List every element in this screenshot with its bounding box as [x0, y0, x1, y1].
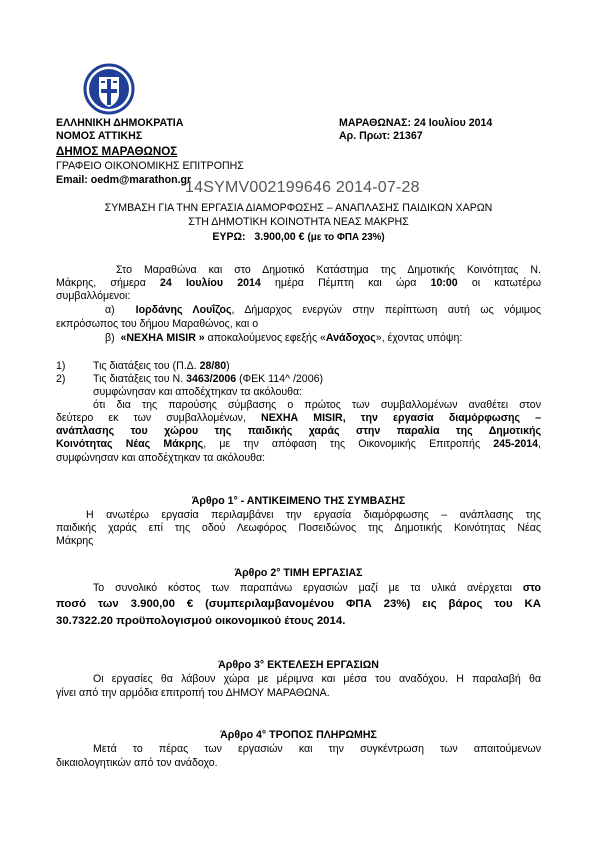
header-prefecture: ΝΟΜΟΣ ΑΤΤΙΚΗΣ	[56, 130, 143, 142]
header-place-date: ΜΑΡΑΘΩΝΑΣ: 24 Ιουλίου 2014	[339, 117, 493, 129]
article-4-heading: Άρθρο 4° ΤΡΟΠΟΣ ΠΛΗΡΩΜΗΣ	[220, 729, 377, 741]
title-line-1: ΣΥΜΒΑΣΗ ΓΙΑ ΤΗΝ ΕΡΓΑΣΙΑ ΔΙΑΜΟΡΦΩΣΗΣ – ΑΝΑΠΛΑΣΗΣ ΠΑΙΔΙΚΩΝ ΧΑΡΩΝ	[104, 202, 493, 214]
list-item-1-number: 1)	[56, 360, 66, 372]
agree-line-2: ότι δια της παρούσης σύμβασης ο πρώτος των συμβαλλομένων αναθέτει στον	[93, 399, 541, 411]
article-3-heading: Άρθρο 3° ΕΚΤΕΛΕΣΗ ΕΡΓΑΣΙΩΝ	[218, 659, 379, 671]
agree-line-5: Κοινότητας Νέας Μάκρης, με την απόφαση της Οικονομικής Επιτροπής 245-2014,	[56, 438, 541, 450]
party-a: α) Ιορδάνης Λουΐζος, Δήμαρχος ενεργών στην περίπτωση αυτή ως νόμιμος	[105, 304, 541, 316]
agree-line-3: δεύτερο εκ των συμβαλλομένων, ΝΕΧΗΑ MISIR, την εργασία διαμόρφωσης –	[56, 412, 542, 424]
party-b: β) «ΝΕΧΗΑ MISIR » αποκαλούμενος εφεξής «Ανάδοχος», έχοντας υπόψη:	[105, 332, 463, 344]
title-amount	[56, 231, 541, 244]
intro-line-3: συμβαλλόμενοι:	[56, 290, 131, 302]
ada-stamp: 14SYMV002199646 2014-07-28	[185, 179, 420, 196]
agree-line-1: συμφώνησαν και αποδέχτηκαν τα ακόλουθα:	[93, 386, 303, 398]
article-3-line-1: Οι εργασίες θα λάβουν χώρα με μέριμνα και μέσα του αναδόχου. Η παραλαβή θα	[93, 673, 541, 685]
list-item-2: Τις διατάξεις του Ν. 3463/2006 (ΦΕΚ 114^ /2006)	[93, 373, 324, 385]
list-item-1: Τις διατάξεις του (Π.Δ. 28/80)	[93, 360, 230, 372]
article-4-line-2: δικαιολογητικών από τον ανάδοχο.	[56, 757, 218, 769]
agree-line-4: ανάπλασης του χώρου της παιδικής χαράς στην παραλία της Δημοτικής	[56, 425, 541, 437]
party-a-line-2: εκπρόσωπος του δήμου Μαραθώνος, και ο	[56, 318, 259, 330]
article-1-heading: Άρθρο 1° - ΑΝΤΙΚΕΙΜΕΝΟ ΤΗΣ ΣΥΜΒΑΣΗΣ	[191, 495, 406, 507]
amount-note: (με το ΦΠΑ 23%)	[307, 232, 385, 243]
intro-line-2: Μάκρης, σήμερα 24 Ιουλίου 2014 ημέρα Πέμπτη και ώρα 10:00 οι κατωτέρω	[56, 277, 541, 289]
article-2-line-3: 30.7322.20 προϋπολογισμού οικονομικού έτους 2014.	[56, 615, 346, 627]
article-1-line-2: παιδικής χαράς επί της οδού Λεωφόρος Ποσειδώνος της Δημοτικής Κοινότητας Νέας	[56, 522, 541, 534]
intro-line-1: Στο Μαραθώνα και στο Δημοτικό Κατάστημα της Δημοτικής Κοινότητας Ν.	[116, 264, 541, 276]
article-2-line-2: ποσό των 3.900,00 € (συμπεριλαμβανομένου ΦΠΑ 23%) εις βάρος του ΚΑ	[56, 598, 541, 610]
article-1-line-3: Μάκρης	[56, 535, 94, 547]
header-republic: ΕΛΛΗΝΙΚΗ ΔΗΜΟΚΡΑΤΙΑ	[56, 117, 184, 129]
article-3-line-2: γίνει από την αρμόδια επιτροπή του ΔΗΜΟΥ ΜΑΡΑΘΩΝΑ.	[56, 687, 330, 699]
agree-line-6: συμφώνησαν και αποδέχτηκαν τα ακόλουθα:	[56, 452, 266, 464]
header-office: ΓΡΑΦΕΙΟ ΟΙΚΟΝΟΜΙΚΗΣ ΕΠΙΤΡΟΠΗΣ	[56, 160, 244, 172]
article-2-line-1: Το συνολικό κόστος των παραπάνω εργασιών μαζί με τα υλικά ανέρχεται στο	[93, 582, 541, 594]
amount-label: ΕΥΡΩ:	[212, 231, 246, 243]
title-line-2: ΣΤΗ ΔΗΜΟΤΙΚΗ ΚΟΙΝΟΤΗΤΑ ΝΕΑΣ ΜΑΚΡΗΣ	[188, 216, 409, 228]
header-email: Email: oedm@marathon.gr	[56, 174, 192, 186]
header-protocol-number: Αρ. Πρωτ: 21367	[339, 130, 423, 142]
greek-emblem-icon	[83, 63, 135, 115]
article-1-line-1: Η ανωτέρω εργασία περιλαμβάνει την εργασία διαμόρφωσης – ανάπλασης της	[86, 509, 541, 521]
amount-value: 3.900,00 €	[254, 231, 305, 243]
header-municipality: ΔΗΜΟΣ ΜΑΡΑΘΩΝΟΣ	[56, 145, 178, 158]
list-item-2-number: 2)	[56, 373, 66, 385]
article-4-line-1: Μετά το πέρας των εργασιών και την συγκέντρωση των απαιτούμενων	[93, 743, 541, 755]
article-2-heading: Άρθρο 2° ΤΙΜΗ ΕΡΓΑΣΙΑΣ	[234, 567, 363, 579]
